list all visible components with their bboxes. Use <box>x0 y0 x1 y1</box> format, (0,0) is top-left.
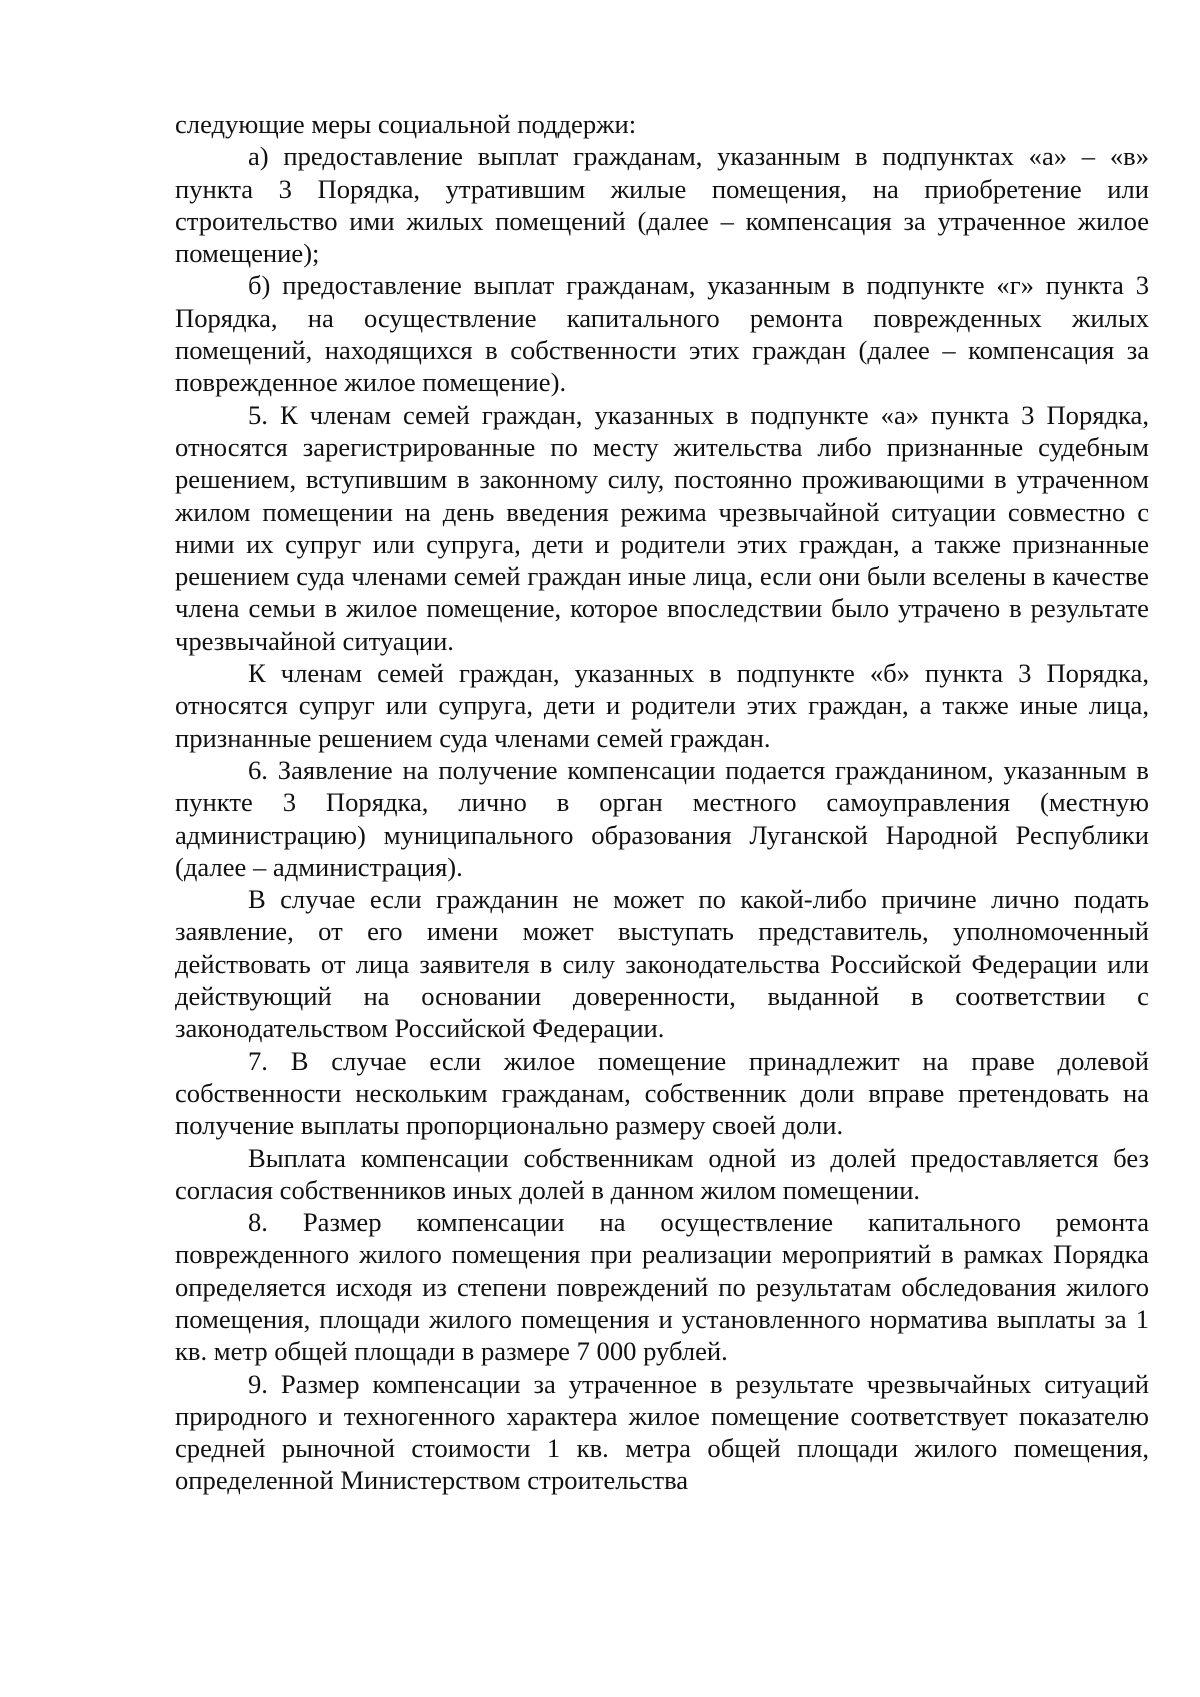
paragraph-item-7: 7. В случае если жилое помещение принадлежит на праве долевой собственности нескольким гражданам, собственник доли вправе претендовать на получение выплаты пропорционально размеру своей доли. <box>175 1045 1149 1141</box>
paragraph-item-6: 6. Заявление на получение компенсации подается гражданином, указанным в пункте 3 Порядка, лично в орган местного самоуправления (местную администрацию) муниципального образования Луганской Народной Республики (далее – администрация). <box>175 754 1149 882</box>
document-page <box>175 108 1149 1497</box>
paragraph-item-9: 9. Размер компенсации за утраченное в результате чрезвычайных ситуаций природного и техногенного характера жилое помещение соответствует показателю средней рыночной стоимости 1 кв. метра общей площади жилого помещения, определенной Министерством строительства <box>175 1368 1149 1496</box>
paragraph-item-7-continued: Выплата компенсации собственникам одной из долей предоставляется без согласия собственников иных долей в данном жилом помещении. <box>175 1142 1149 1205</box>
paragraph-subitem-a: а) предоставление выплат гражданам, указанным в подпунктах «а» – «в» пункта 3 Порядка, утратившим жилые помещения, на приобретение или строительство ими жилых помещений (далее – компенсация за утраченное жилое помещение); <box>175 141 1149 269</box>
paragraph-intro: следующие меры социальной поддержи: <box>175 109 637 139</box>
paragraph-subitem-b: б) предоставление выплат гражданам, указанным в подпункте «г» пункта 3 Порядка, на осуществление капитального ремонта поврежденных жилых помещений, находящихся в собственности этих граждан (далее – компенсация за поврежденное жилое помещение). <box>175 270 1149 398</box>
paragraph-item-8: 8. Размер компенсации на осуществление капитального ремонта поврежденного жилого помещения при реализации мероприятий в рамках Порядка определяется исходя из степени повреждений по результатам обследования жилого помещения, площади жилого помещения и установленного норматива выплаты за 1 кв. метр общей площади в размере 7 000 рублей. <box>175 1207 1149 1367</box>
paragraph-item-6-continued: В случае если гражданин не может по какой-либо причине лично подать заявление, от его имени может выступать представитель, уполномоченный действовать от лица заявителя в силу законодательства Российской Федерации или действующий на основании доверенности, выданной в соответствии с законодательством Российской Федерации. <box>175 884 1149 1044</box>
paragraph-item-5-continued: К членам семей граждан, указанных в подпункте «б» пункта 3 Порядка, относятся супруг или супруга, дети и родители этих граждан, а также иные лица, признанные решением суда членами семей граждан. <box>175 658 1149 753</box>
paragraph-item-5: 5. К членам семей граждан, указанных в подпункте «а» пункта 3 Порядка, относятся зарегистрированные по месту жительства либо признанные судебным решением, вступившим в законному силу, постоянно проживающими в утраченном жилом помещении на день введения режима чрезвычайной ситуации совместно с ними их супруг или супруга, дети и родители этих граждан, а также признанные решением суда членами семей граждан иные лица, если они были вселены в качестве члена семьи в жилое помещение, которое впоследствии было утрачено в результате чрезвычайной ситуации. <box>175 399 1149 656</box>
